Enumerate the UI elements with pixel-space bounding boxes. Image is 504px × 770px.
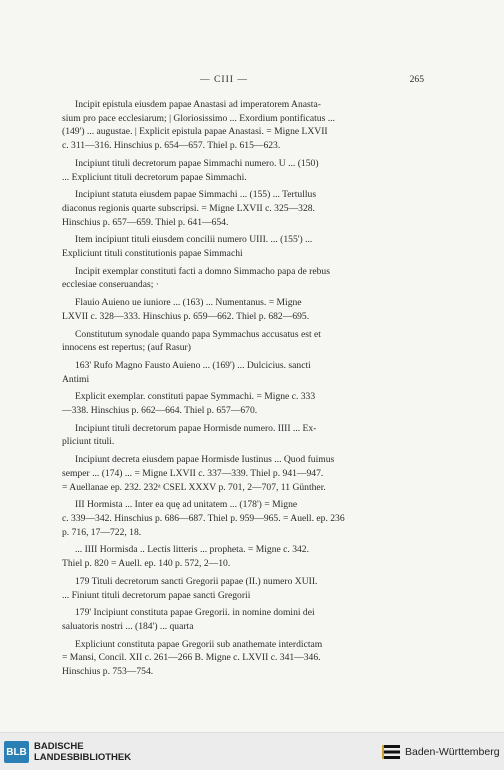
text-line: p. 716, 17—722, 18.: [62, 526, 142, 538]
text-line: —338. Hinschius p. 662—664. Thiel p. 657—670.: [62, 405, 258, 417]
running-head: [62, 73, 424, 89]
text-line: Explicit exemplar. constituti papae Symmachi. = Migne c. 333: [75, 391, 316, 403]
page-number: 265: [409, 74, 424, 85]
paragraph: [62, 390, 394, 417]
text-line: c. 311—316. Hinschius p. 654—657. Thiel p. 615—623.: [62, 140, 281, 152]
library-name-line2: LANDESBIBLIOTHEK: [34, 752, 132, 763]
text-line: Incipiunt tituli decretorum papae Simmachi numero. U ... (150): [75, 157, 319, 169]
library-name-line1: BADISCHE: [34, 741, 84, 752]
text-line: Thiel p. 820 = Auell. ep. 140 p. 572, 2—10.: [62, 558, 231, 570]
text-line: 179 Tituli decretorum sancti Gregorii papae (II.) numero XUII.: [75, 575, 318, 587]
paragraph: [62, 265, 394, 292]
text-line: Antimi: [62, 373, 90, 385]
blb-logo-icon[interactable]: BLB: [4, 741, 29, 763]
paragraph: [62, 422, 394, 449]
paragraph: [62, 233, 394, 260]
paragraph: [62, 296, 394, 323]
text-line: Hinschius p. 753—754.: [62, 666, 154, 678]
text-line: Incipiunt decreta eiusdem papae Hormisde Iustinus ... Quod fuimus: [75, 454, 335, 466]
paragraph: [62, 453, 394, 494]
paragraph: [62, 606, 394, 633]
text-line: Incipiunt statuta eiusdem papae Simmachi ... (155) ... Tertullus: [75, 189, 317, 201]
text-line: 179' Incipiunt constituta papae Gregorii. in nomine domini dei: [75, 607, 315, 619]
paragraph: [62, 498, 394, 539]
paragraph: [62, 98, 394, 153]
text-line: ecclesiae conseruandas; ·: [62, 279, 159, 291]
text-line: LXVII c. 328—333. Hinschius p. 659—662. Thiel p. 682—695.: [62, 310, 310, 322]
state-name[interactable]: Baden-Württemberg: [405, 746, 500, 758]
running-head-title: — CIII —: [200, 74, 248, 85]
paragraph: [62, 359, 394, 386]
text-line: Expliciunt tituli constitutionis papae Simmachi: [62, 248, 243, 260]
text-line: ... Finiunt tituli decretorum papae sancti Gregorii: [62, 589, 251, 601]
text-line: pliciunt tituli.: [62, 436, 115, 448]
text-line: saluatoris nostri ... (184') ... quarta: [62, 620, 194, 632]
text-line: Incipit epistula eiusdem papae Anastasi ad imperatorem Anasta-: [75, 99, 321, 110]
text-line: Item incipiunt tituli eiusdem concilii numero UIII. ... (155') ...: [75, 234, 313, 246]
text-line: semper ... (174) ... = Migne LXVII c. 337—339. Thiel p. 941—947.: [62, 467, 324, 479]
text-line: Flauio Auieno ue iuniore ... (163) ... Numentanus. = Migne: [75, 297, 302, 309]
text-line: Hinschius p. 657—659. Thiel p. 641—654.: [62, 216, 229, 228]
text-line: c. 339—342. Hinschius p. 686—687. Thiel p. 959—965. = Auell. ep. 236: [62, 512, 345, 524]
text-line: Incipit exemplar constituti facti a domno Simmacho papa de rebus: [75, 265, 330, 277]
text-line: Expliciunt constituta papae Gregorii sub anathemate interdictam: [75, 638, 323, 650]
text-line: = Mansi, Concil. XII c. 261—266 B. Migne c. LXVII c. 341—346.: [62, 652, 321, 664]
text-line: (149') ... augustae. | Explicit epistula papae Anastasi. = Migne LXVII: [62, 126, 328, 138]
text-line: = Auellanae ep. 232. 232ᵃ CSEL XXXV p. 701, 2—707, 11 Günther.: [62, 481, 326, 493]
text-line: sium pro pace ecclesiarum; | Gloriosissimo ... Exordium pontificatus ...: [62, 112, 335, 124]
paragraph: [62, 188, 394, 229]
paragraph: [62, 638, 394, 679]
text-line: 163' Rufo Magno Fausto Auieno ... (169') ... Dulcicius. sancti: [75, 359, 311, 371]
text-line: innocens est repertus; (auf Rasur): [62, 342, 191, 354]
text-line: diaconus regionis quarte subscripsi. = Migne LXVII c. 325—328.: [62, 202, 315, 214]
state-crest-icon: [382, 742, 402, 762]
paragraph: [62, 328, 394, 355]
text-line: ... Expliciunt tituli decretorum papae Simmachi.: [62, 171, 247, 183]
paragraph-list: [62, 98, 394, 679]
text-line: Incipiunt tituli decretorum papae Hormisde numero. IIII ... Ex-: [75, 422, 317, 434]
text-line: III Hormista ... Inter ea quę ad unitatem ... (178') = Migne: [75, 499, 298, 511]
text-line: ... IIII Hormisda .. Lectis litteris ... propheta. = Migne c. 342.: [75, 544, 310, 556]
paragraph: [62, 157, 394, 184]
library-name[interactable]: [34, 741, 131, 763]
text-line: Constitutum synodale quando papa Symmachus accusatus est et: [75, 328, 321, 340]
paragraph: [62, 543, 394, 570]
paragraph: [62, 575, 394, 602]
text-block: [62, 73, 424, 683]
footer-bar: [0, 732, 504, 770]
